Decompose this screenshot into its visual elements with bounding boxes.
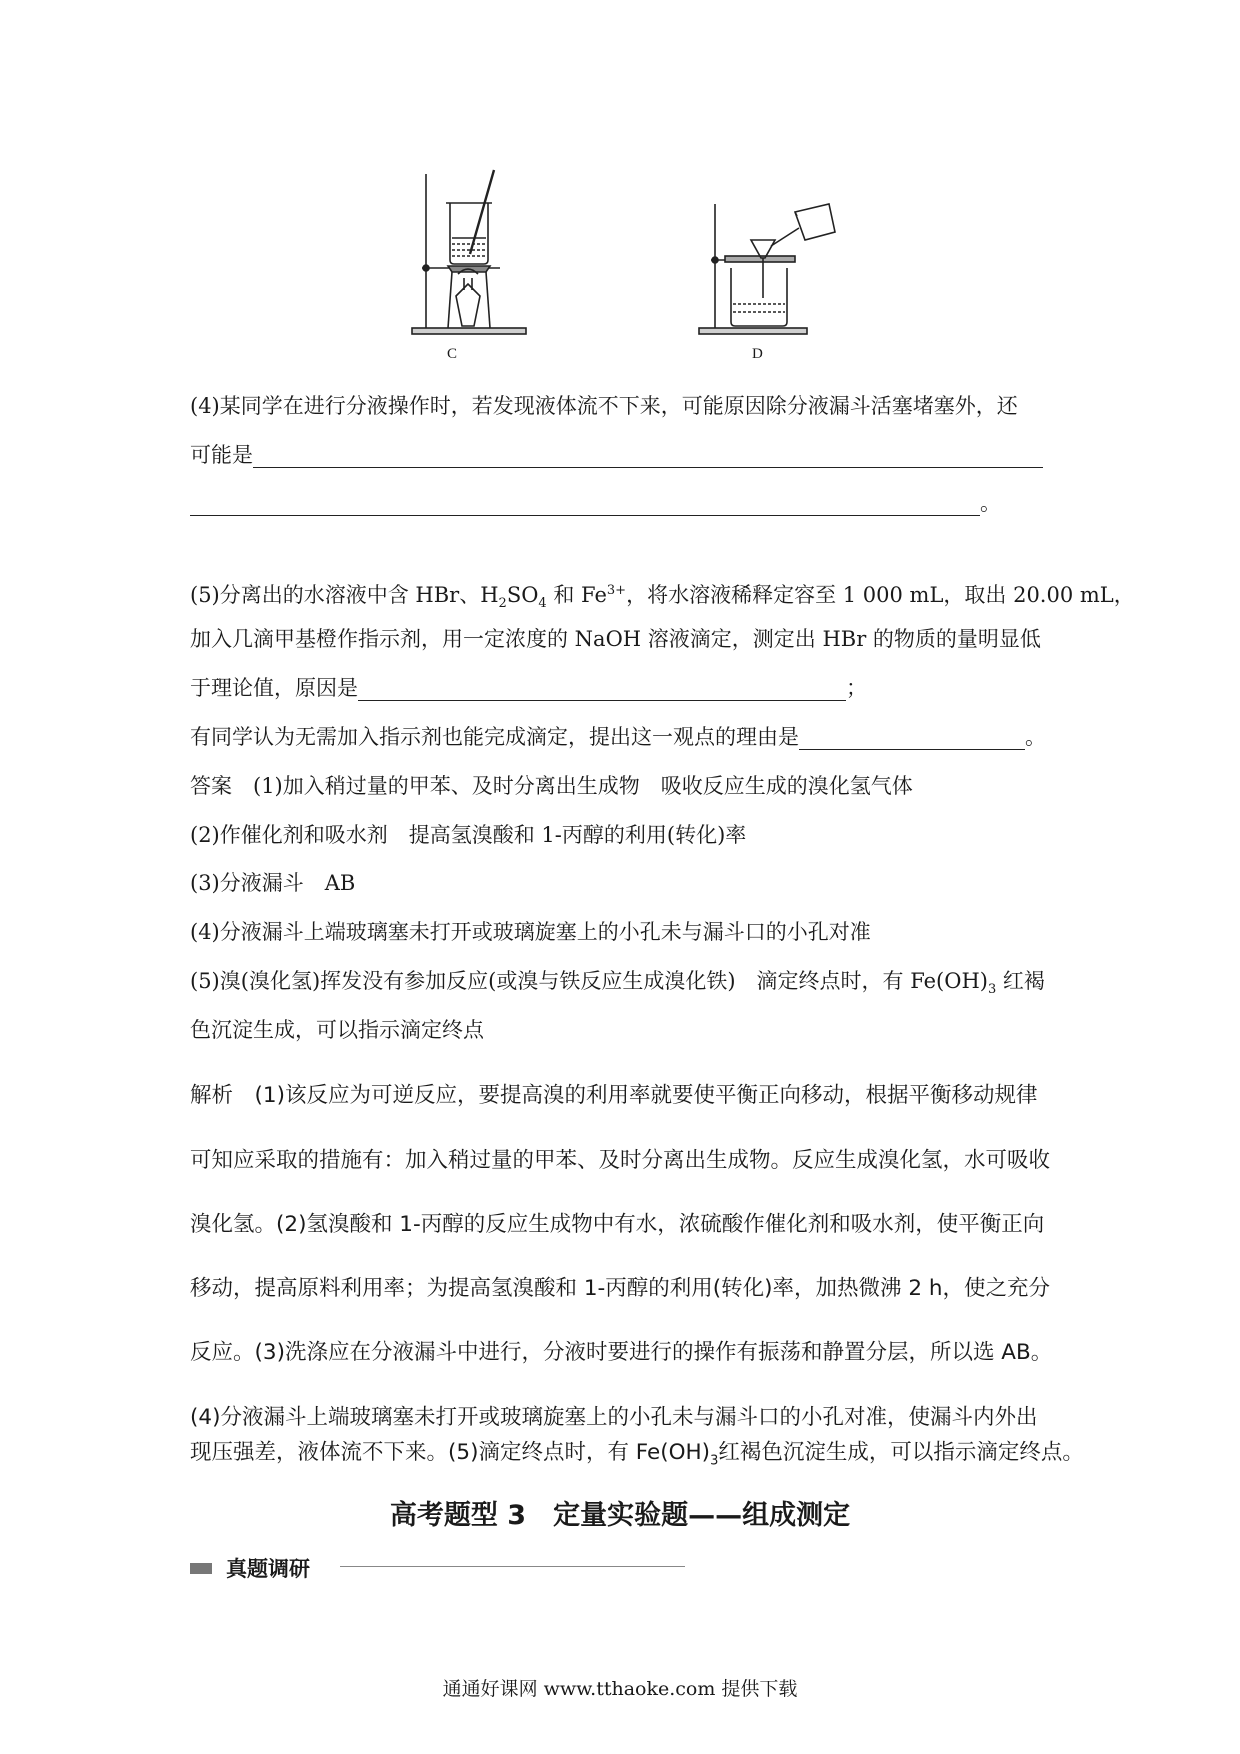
answer-line-3: (3)分液漏斗 AB (190, 871, 356, 895)
q5-suffix: ； (846, 676, 867, 700)
q5-line-3 (190, 675, 867, 701)
answer-line-5 (190, 968, 1045, 1003)
analysis-line-5: 反应。(3)洗涤应在分液漏斗中进行，分液时要进行的操作有振荡和静置分层，所以选 AB。 (190, 1340, 1053, 1365)
answer-line-2: (2)作催化剂和吸水剂 提高氢溴酸和 1-丙醇的利用(转化)率 (190, 823, 747, 847)
footer-text: 通通好课网 www.tthaoke.com 提供下载 (442, 1678, 798, 1700)
figure-c-label: C (447, 346, 458, 362)
q5-line-1 (190, 578, 1135, 617)
answer-text: (5)溴(溴化氢)挥发没有参加反应(或溴与铁反应生成溴化铁) 滴定终点时，有 Fe(OH) (190, 969, 988, 993)
q5-line-4 (190, 724, 1046, 750)
q5-prefix: 有同学认为无需加入指示剂也能完成滴定，提出这一观点的理由是 (190, 725, 799, 749)
apparatus-d-figure (695, 198, 845, 338)
analysis-line-seven (190, 1440, 1084, 1474)
q5-text: (5)分离出的水溶液中含 HBr、H (190, 583, 499, 607)
q5-text: ，将水溶液稀释定容至 1 000 mL，取出 20.00 mL， (626, 583, 1135, 607)
answer-blank[interactable] (190, 493, 980, 516)
q4-line-2 (190, 442, 1043, 468)
analysis-text: 红褐色沉淀生成，可以指示滴定终点。 (718, 1440, 1084, 1465)
figure-d-label: D (752, 346, 763, 362)
q4-prefix: 可能是 (190, 443, 253, 467)
answer-blank[interactable] (358, 678, 846, 701)
subscript: 3 (987, 982, 997, 998)
analysis-line-1: 解析 (1)该反应为可逆反应，要提高溴的利用率就要使平衡正向移动，根据平衡移动规律 (190, 1083, 1038, 1108)
apparatus-c-figure (400, 168, 530, 338)
analysis-text: 现压强差，液体流不下来。(5)滴定终点时，有 Fe(OH) (190, 1440, 711, 1465)
analysis-line-6: (4)分液漏斗上端玻璃塞未打开或玻璃旋塞上的小孔未与漏斗口的小孔对准，使漏斗内外出 (190, 1405, 1038, 1430)
q4-line-1: (4)某同学在进行分液操作时，若发现液体流不下来，可能原因除分液漏斗活塞堵塞外，还 (190, 394, 1018, 418)
answer-blank[interactable] (799, 727, 1025, 750)
q5-suffix: 。 (1025, 725, 1046, 749)
analysis-line-3: 溴化氢。(2)氢溴酸和 1-丙醇的反应生成物中有水，浓硫酸作催化剂和吸水剂，使平衡正向 (190, 1212, 1045, 1237)
subscript: 4 (538, 596, 547, 612)
answer-blank[interactable] (253, 445, 1043, 468)
q5-prefix: 于理论值，原因是 (190, 676, 358, 700)
q4-line-3 (190, 490, 1001, 516)
answer-line-1: 答案 (1)加入稍过量的甲苯、及时分离出生成物 吸收反应生成的溴化氢气体 (190, 774, 913, 798)
analysis-line-4: 移动，提高原料利用率；为提高氢溴酸和 1-丙醇的利用(转化)率，加热微沸 2 h，使之充分 (190, 1276, 1051, 1301)
q5-line-2: 加入几滴甲基橙作指示剂，用一定浓度的 NaOH 溶液滴定，测定出 HBr 的物质的量明显低 (190, 627, 1041, 651)
subscript: 2 (498, 596, 507, 612)
q5-text: SO (506, 583, 539, 607)
subheading-rule (340, 1566, 685, 1567)
analysis-line-2: 可知应采取的措施有：加入稍过量的甲苯、及时分离出生成物。反应生成溴化氢，水可吸收 (190, 1148, 1051, 1173)
q4-suffix: 。 (980, 491, 1001, 515)
superscript: 3+ (606, 583, 627, 598)
square-bullet-icon (190, 1563, 212, 1574)
subheading (190, 1553, 310, 1583)
answer-text: 红褐 (996, 969, 1045, 993)
section-title: 高考题型 3 定量实验题——组成测定 (389, 1500, 851, 1531)
answer-line-6: 色沉淀生成，可以指示滴定终点 (190, 1018, 484, 1042)
q5-text: 和 Fe (546, 583, 607, 607)
subheading-text: 真题调研 (226, 1557, 310, 1581)
answer-line-4: (4)分液漏斗上端玻璃塞未打开或玻璃旋塞上的小孔未与漏斗口的小孔对准 (190, 920, 871, 944)
subscript: 3 (710, 1453, 719, 1469)
